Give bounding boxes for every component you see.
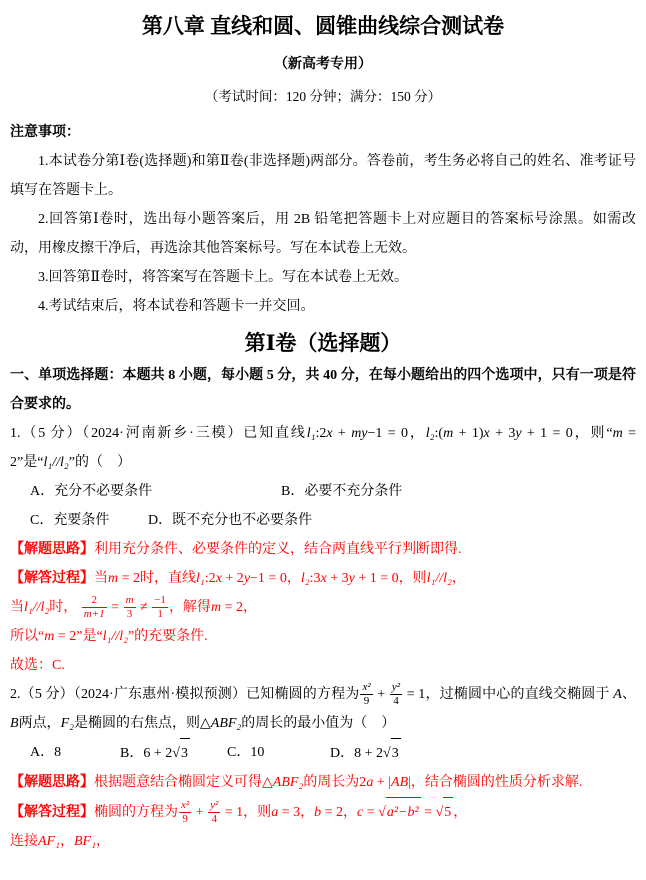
math-run: l₁: [306, 426, 316, 441]
q1-solution-idea: [10, 535, 636, 564]
radical-icon: √: [435, 805, 444, 820]
q1-options-row-2: [10, 506, 636, 535]
q2-solution-idea: [10, 768, 636, 797]
bracket-label: 【解题思路】: [10, 542, 94, 557]
text-run: + 1 = 0，则: [354, 571, 427, 586]
math-run: l₁: [196, 571, 205, 586]
q1-option-a-text: [54, 484, 152, 499]
math-run: l₁//l₂: [43, 455, 69, 470]
note-item-1: 1.本试卷分第Ⅰ卷(选择题)和第Ⅱ卷(非选择题)两部分。答卷前，考生务必将自己的姓名、准考证号填写在答题卡上。: [10, 154, 636, 198]
radical-icon: √: [383, 746, 391, 761]
math-run: B: [10, 716, 19, 731]
text-run: ，解得: [168, 600, 211, 615]
section1-instruction: 一、单项选择题：本题共 8 小题，每小题 5 分，共 40 分，在每小题给出的四个选项中，只有一项是符合要求的。: [10, 368, 636, 412]
text-run: =: [420, 805, 436, 820]
text-run: = 1，过椭圆中心的直线交椭圆于: [403, 687, 614, 702]
q2-option-a: [30, 738, 120, 767]
q1-option-a-label: A．: [30, 484, 55, 499]
q1-stem: [10, 419, 636, 477]
note-item-4: 4.考试结束后，将本试卷和答题卡一并交回。: [38, 299, 315, 314]
exam-info: （考试时间：120 分钟；满分：150 分）: [204, 89, 442, 104]
q1-option-c: [30, 506, 148, 535]
q2-options-row: [10, 738, 636, 768]
text-run: = 3，: [278, 805, 315, 820]
q1-answer: 故选：C.: [10, 658, 65, 673]
math-run: l₂: [300, 571, 310, 586]
fraction: $\frac{m}{3}$: [125, 594, 134, 621]
paper-subtitle: （新高考专用）: [274, 57, 372, 72]
sqrt-expression: √5: [436, 797, 454, 827]
math-run: F₂: [60, 716, 74, 731]
text-run: 、: [621, 687, 636, 702]
math-run: A: [613, 687, 622, 702]
text-run: ，: [59, 834, 74, 849]
text-run: ，: [453, 805, 468, 820]
section1-heading: 第Ⅰ卷（选择题）: [244, 331, 402, 355]
text-run: 椭圆的方程为: [94, 805, 178, 820]
text-run: =: [107, 600, 123, 615]
math-run: l₁//l₂: [24, 600, 50, 615]
text-run: 1.（5 分）（2024·河南新乡·三模）已知直线: [10, 426, 307, 441]
math-run: a: [366, 775, 374, 790]
math-run: l₁//l₂: [426, 571, 452, 586]
math-run: y: [348, 571, 355, 586]
fraction: $\frac{-1}{1}$: [154, 594, 166, 621]
math-run: m: [44, 629, 55, 644]
q2-option-d: [330, 738, 401, 768]
text-run: = 2，: [321, 805, 357, 820]
math-run: a: [271, 805, 279, 820]
text-run: 当: [10, 600, 24, 615]
text-run: 2.（5 分）（2024·广东惠州·模拟预测）已知椭圆的方程为: [10, 687, 360, 702]
text-run: :3: [309, 571, 321, 586]
math-run: AB: [391, 775, 409, 790]
math-run: y: [243, 571, 251, 586]
text-run: ”的（ ）: [68, 455, 131, 470]
math-run: x: [483, 426, 490, 441]
text-run: 根据题意结合椭圆定义可得△: [94, 775, 273, 790]
q2-option-c-text: [250, 745, 264, 760]
text-run: + 1): [453, 426, 484, 441]
fraction: $\frac{\text{y²}}{4}$: [391, 681, 401, 708]
q2-stem: [10, 680, 636, 738]
text-run: ”的充要条件.: [127, 629, 208, 644]
text-run: 所以“: [10, 629, 45, 644]
text-run: +: [332, 426, 352, 441]
q1-option-b-text: [304, 484, 402, 499]
paper-title: 第八章 直线和圆、圆锥曲线综合测试卷: [141, 14, 505, 38]
text-run: =: [363, 805, 379, 820]
q1-option-d-text: [172, 513, 312, 528]
text-run: + 1 = 0，则“: [521, 426, 613, 441]
text-run: +: [373, 687, 389, 702]
text-run: + 3: [326, 571, 349, 586]
q1-options-row-1: [10, 477, 636, 506]
text-run: 既不充分也不必要条件: [172, 513, 313, 528]
text-run: ，: [451, 571, 466, 586]
math-run: x: [320, 571, 327, 586]
bracket-label: 【解答过程】: [10, 805, 94, 820]
text-run: = 1，则: [221, 805, 272, 820]
text-run: 8: [54, 745, 62, 760]
math-run: l₂: [425, 426, 435, 441]
radical-icon: √: [172, 746, 180, 761]
text-run: 利用充分条件、必要条件的定义，结合两直线平行判断即得.: [94, 542, 462, 557]
text-run: |，结合椭圆的性质分析求解.: [408, 775, 583, 790]
text-run: + |: [373, 775, 392, 790]
notes-heading: 注意事项：: [10, 125, 80, 140]
math-run: ABF₂: [210, 716, 242, 731]
math-run: m: [443, 426, 454, 441]
math-run: BF₁: [73, 834, 96, 849]
fraction: $\frac{\text{x²}}{9}$: [181, 799, 190, 826]
text-run: 两点，: [18, 716, 61, 731]
q2-option-d-text: [354, 746, 401, 761]
text-run: −1 = 0，: [367, 426, 426, 441]
fraction: $\frac{\text{x²}}{9}$: [362, 681, 371, 708]
q1-solution-process-line-2: [10, 593, 636, 622]
text-run: :(: [434, 426, 444, 441]
text-run: 当: [94, 571, 108, 586]
q1-option-b-label: B．: [281, 484, 305, 499]
text-run: 的周长的最小值为（ ）: [241, 716, 396, 731]
text-run: + 3: [489, 426, 516, 441]
sqrt-expression: √a²−b²: [378, 797, 421, 827]
q1-option-a: [30, 477, 281, 506]
text-run: :2: [315, 426, 327, 441]
q1-solution-process-line-1: [10, 564, 636, 593]
q2-option-a-label: A．: [30, 745, 55, 760]
text-run: 是椭圆的右焦点，则△: [73, 716, 211, 731]
text-run: ，: [95, 834, 110, 849]
math-run: c: [357, 805, 364, 820]
q1-option-c-label: C．: [30, 513, 54, 528]
text-run: 时，: [49, 600, 81, 615]
q2-option-b-label: B．: [120, 746, 144, 761]
note-item-2: 2.回答第Ⅰ卷时，选出每小题答案后，用 2B 铅笔把答题卡上对应题目的答案标号涂黑。如需改动，用橡皮擦干净后，再选涂其他答案标号。写在本试卷上无效。: [10, 212, 636, 256]
text-run: = 2”是“: [10, 426, 636, 470]
bracket-label: 【解答过程】: [10, 571, 94, 586]
math-run: l₁//l₂: [102, 629, 128, 644]
q2-option-d-label: D．: [330, 746, 355, 761]
q2-option-a-text: [54, 745, 61, 760]
sqrt-expression: √3: [383, 738, 401, 768]
note-item-3: 3.回答第Ⅱ卷时，将答案写在答题卡上。写在本试卷上无效。: [38, 270, 409, 285]
text-run: 充分不必要条件: [54, 484, 153, 499]
math-run: b: [314, 805, 322, 820]
math-run: my: [351, 426, 368, 441]
radical-icon: √: [378, 805, 386, 820]
text-run: 的周长为2: [303, 775, 367, 790]
text-run: −1 = 0，: [250, 571, 301, 586]
math-run: m: [210, 600, 222, 615]
q2-option-c: [227, 738, 330, 767]
text-run: = 2”是“: [54, 629, 103, 644]
math-run: y: [515, 426, 522, 441]
bracket-label: 【解题思路】: [10, 775, 94, 790]
math-run: m: [612, 426, 623, 441]
q1-solution-conclusion: [10, 622, 636, 651]
q2-option-c-label: C．: [227, 745, 251, 760]
text-run: 必要不充分条件: [304, 484, 403, 499]
text-run: 10: [250, 745, 265, 760]
text-run: :2: [204, 571, 216, 586]
math-run: x: [326, 426, 333, 441]
q1-option-d: [148, 506, 312, 535]
text-run: + 2: [221, 571, 244, 586]
q2-option-b-text: [143, 746, 190, 761]
text-run: = 2，: [221, 600, 257, 615]
text-run: 充要条件: [53, 513, 110, 528]
math-run: AF₁: [38, 834, 60, 849]
q2-option-b: [120, 738, 227, 768]
fraction: $\frac{2}{m+1}$: [83, 594, 105, 621]
text-run: 连接: [10, 834, 38, 849]
math-run: m: [108, 571, 119, 586]
q1-option-d-label: D．: [148, 513, 173, 528]
fraction: $\frac{\text{y²}}{4}$: [210, 799, 219, 826]
q1-option-b: [281, 477, 402, 506]
text-run: = 2时，直线: [118, 571, 197, 586]
text-run: ≠: [136, 600, 152, 615]
text-run: +: [192, 805, 208, 820]
text-run: 8 + 2: [354, 746, 384, 761]
q1-option-c-text: [53, 513, 109, 528]
sqrt-expression: √3: [172, 738, 190, 768]
q2-solution-connect: [10, 827, 636, 856]
math-run: x: [215, 571, 222, 586]
math-run: ABF₂: [272, 775, 304, 790]
text-run: 6 + 2: [143, 746, 173, 761]
q2-solution-process: [10, 797, 636, 827]
